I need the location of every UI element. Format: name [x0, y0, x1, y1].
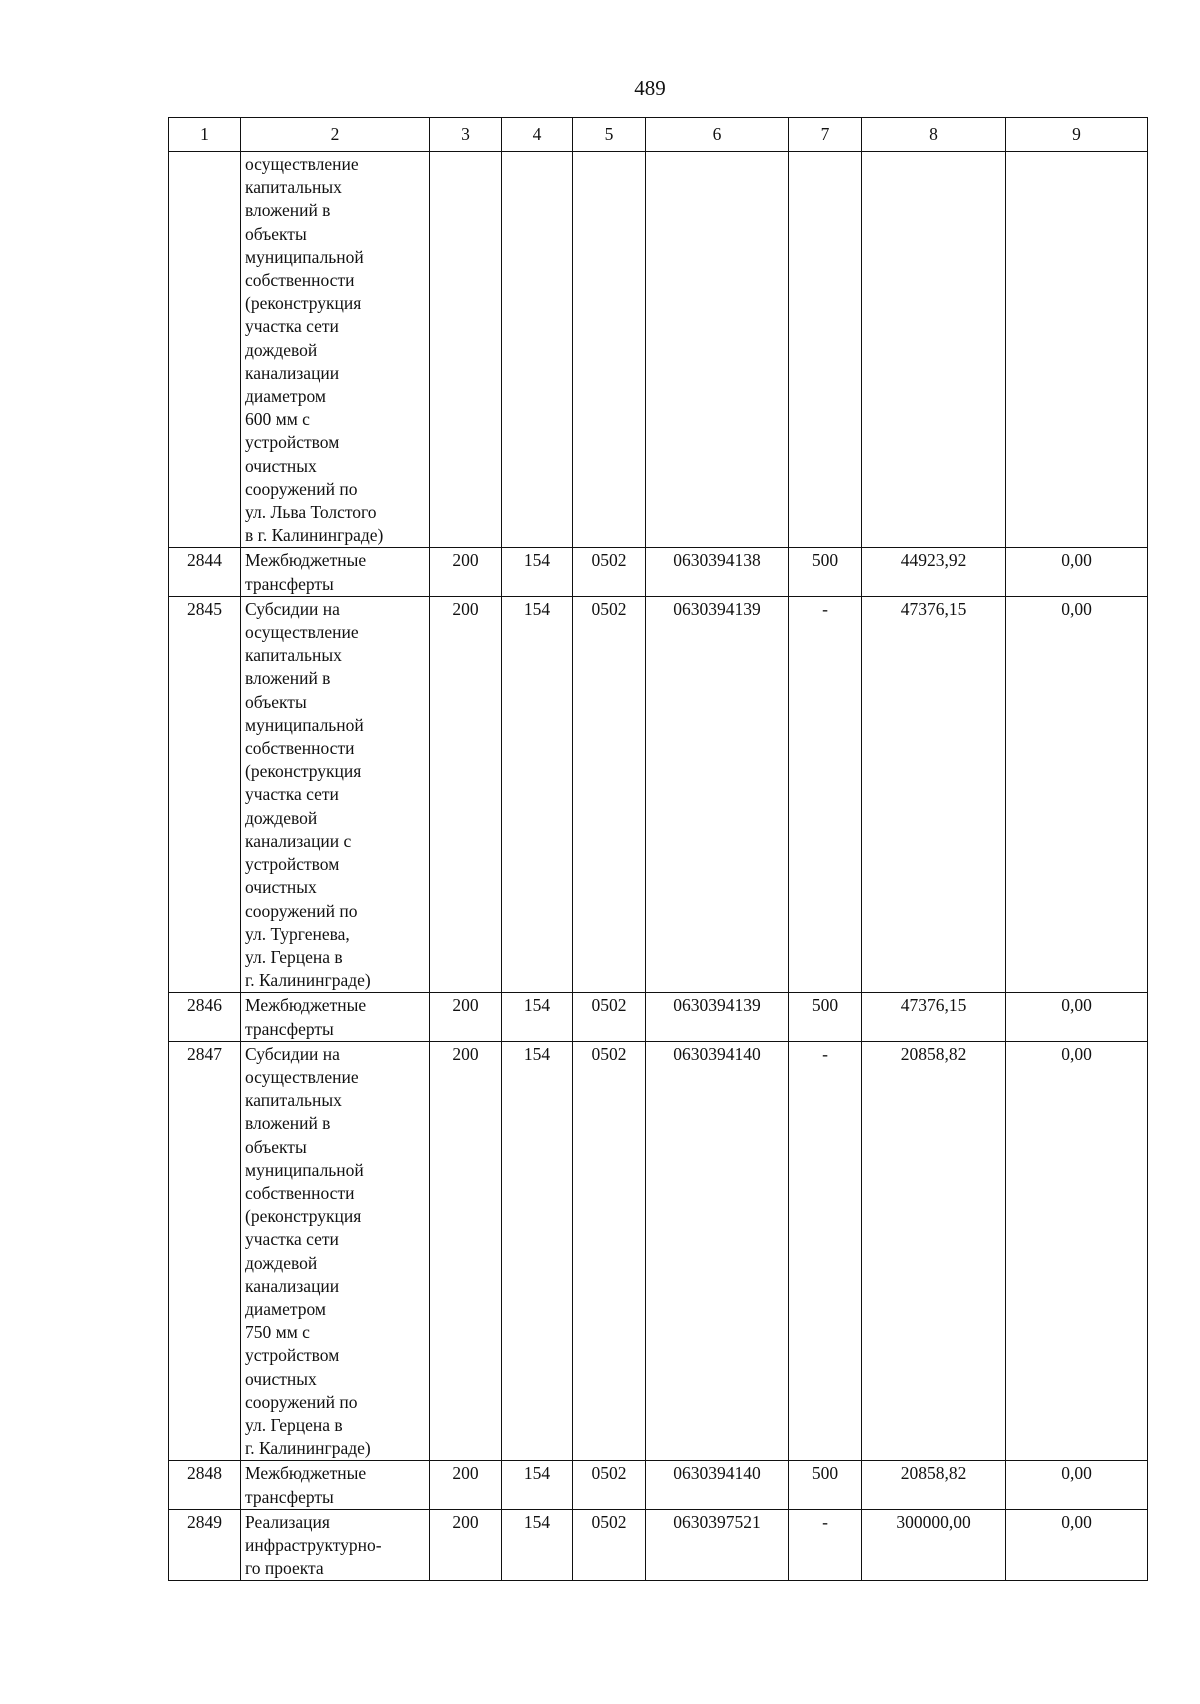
amount-cell-8: 20858,82: [862, 1461, 1006, 1509]
table-row: [169, 1041, 1148, 1461]
code-cell-3: 200: [430, 1509, 502, 1581]
code-cell-4: 154: [502, 596, 573, 992]
row-number-cell: 2849: [169, 1509, 241, 1581]
item-name-cell: Субсидии на осуществление капитальных вложений в объекты муниципальной собственности (реконструкция участка сети дождевой канализации диаметром 750 мм с устройством очистных сооружений по ул. Герцена в г. Калининграде): [241, 1041, 430, 1461]
amount-cell-8: [862, 152, 1006, 548]
amount-cell-9: 0,00: [1006, 596, 1148, 992]
page-number: 489: [634, 76, 666, 100]
amount-cell-9: 0,00: [1006, 1461, 1148, 1509]
table-row: [169, 1509, 1148, 1581]
code-cell-6: [646, 152, 789, 548]
code-cell-7: 500: [789, 1461, 862, 1509]
table-row: [169, 596, 1148, 992]
code-cell-3: 200: [430, 1461, 502, 1509]
code-cell-4: 154: [502, 1461, 573, 1509]
code-cell-3: 200: [430, 1041, 502, 1461]
code-cell-4: 154: [502, 993, 573, 1041]
code-cell-7: 500: [789, 993, 862, 1041]
code-cell-3: 200: [430, 548, 502, 596]
code-cell-7: -: [789, 1509, 862, 1581]
code-cell-5: 0502: [573, 548, 646, 596]
row-number-cell: 2847: [169, 1041, 241, 1461]
column-header: 4: [502, 118, 573, 152]
code-cell-4: 154: [502, 1509, 573, 1581]
code-cell-6: 0630394139: [646, 993, 789, 1041]
item-name-cell: Межбюджетные трансферты: [241, 548, 430, 596]
code-cell-6: 0630394140: [646, 1041, 789, 1461]
amount-cell-8: 47376,15: [862, 596, 1006, 992]
item-name-cell: Реализация инфраструктурно- го проекта: [241, 1509, 430, 1581]
code-cell-4: [502, 152, 573, 548]
code-cell-3: 200: [430, 993, 502, 1041]
code-cell-5: 0502: [573, 1041, 646, 1461]
item-name-cell: осуществление капитальных вложений в объекты муниципальной собственности (реконструкция участка сети дождевой канализации диаметром 600 мм с устройством очистных сооружений по ул. Льва Толстого в г. Калининграде): [241, 152, 430, 548]
code-cell-4: 154: [502, 548, 573, 596]
amount-cell-9: 0,00: [1006, 548, 1148, 596]
item-name-cell: Субсидии на осуществление капитальных вложений в объекты муниципальной собственности (реконструкция участка сети дождевой канализации с устройством очистных сооружений по ул. Тургенева, ул. Герцена в г. Калининграде): [241, 596, 430, 992]
code-cell-5: [573, 152, 646, 548]
amount-cell-9: 0,00: [1006, 1041, 1148, 1461]
table-row: [169, 548, 1148, 596]
row-number-cell: 2846: [169, 993, 241, 1041]
row-number-cell: 2848: [169, 1461, 241, 1509]
code-cell-6: 0630394139: [646, 596, 789, 992]
code-cell-5: 0502: [573, 1509, 646, 1581]
table-row: [169, 1461, 1148, 1509]
code-cell-5: 0502: [573, 1461, 646, 1509]
table-header-row: [169, 118, 1148, 152]
column-header: 6: [646, 118, 789, 152]
column-header: 8: [862, 118, 1006, 152]
amount-cell-9: [1006, 152, 1148, 548]
column-header: 9: [1006, 118, 1148, 152]
code-cell-5: 0502: [573, 596, 646, 992]
amount-cell-8: 300000,00: [862, 1509, 1006, 1581]
column-header: 7: [789, 118, 862, 152]
item-name-cell: Межбюджетные трансферты: [241, 1461, 430, 1509]
code-cell-7: -: [789, 1041, 862, 1461]
column-header: 1: [169, 118, 241, 152]
code-cell-4: 154: [502, 1041, 573, 1461]
amount-cell-8: 47376,15: [862, 993, 1006, 1041]
row-number-cell: 2845: [169, 596, 241, 992]
code-cell-3: 200: [430, 596, 502, 992]
code-cell-7: [789, 152, 862, 548]
code-cell-3: [430, 152, 502, 548]
table-row: [169, 993, 1148, 1041]
code-cell-6: 0630394140: [646, 1461, 789, 1509]
column-header: 2: [241, 118, 430, 152]
column-header: 3: [430, 118, 502, 152]
row-number-cell: 2844: [169, 548, 241, 596]
amount-cell-8: 20858,82: [862, 1041, 1006, 1461]
code-cell-7: 500: [789, 548, 862, 596]
table-row: [169, 152, 1148, 548]
amount-cell-8: 44923,92: [862, 548, 1006, 596]
amount-cell-9: 0,00: [1006, 1509, 1148, 1581]
amount-cell-9: 0,00: [1006, 993, 1148, 1041]
column-header: 5: [573, 118, 646, 152]
code-cell-6: 0630394138: [646, 548, 789, 596]
item-name-cell: Межбюджетные трансферты: [241, 993, 430, 1041]
code-cell-6: 0630397521: [646, 1509, 789, 1581]
code-cell-7: -: [789, 596, 862, 992]
code-cell-5: 0502: [573, 993, 646, 1041]
row-number-cell: [169, 152, 241, 548]
budget-table: [168, 117, 1148, 1581]
